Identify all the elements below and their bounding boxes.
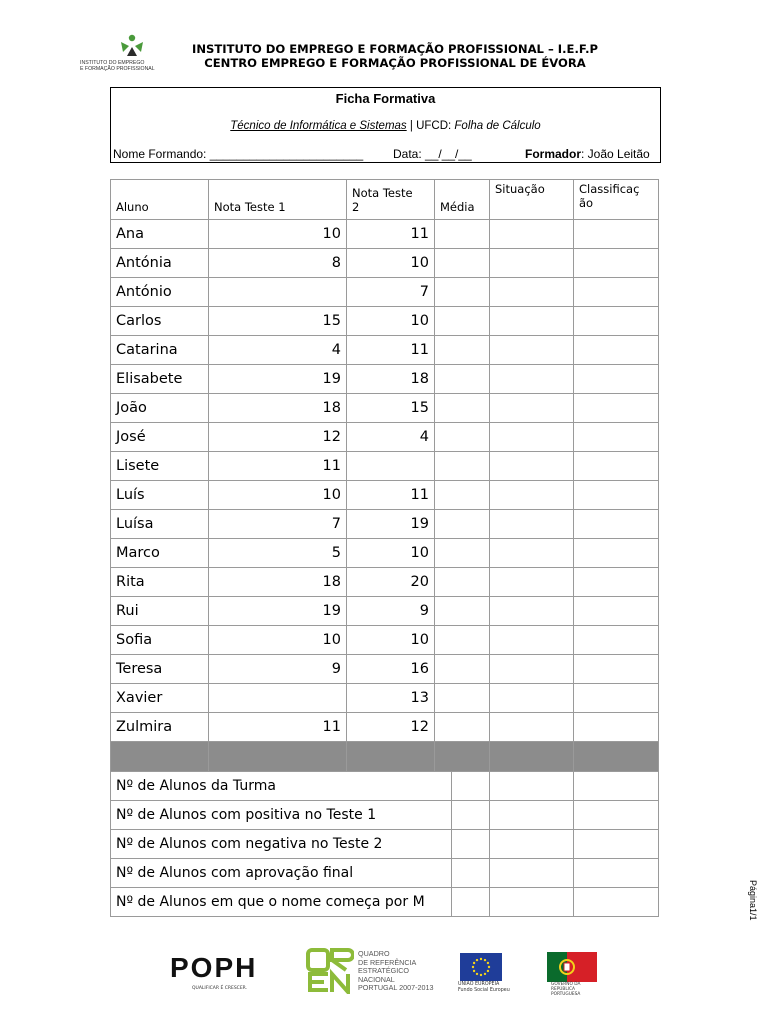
grade-test2[interactable]: 19 [347,510,435,539]
portugal-logo [547,948,597,997]
summary-value[interactable] [490,801,574,830]
average-cell[interactable] [435,336,490,365]
header-classif-b: ão [579,196,594,210]
grade-test1[interactable] [209,684,347,713]
grade-test1[interactable]: 18 [209,394,347,423]
average-cell[interactable] [435,684,490,713]
status-cell[interactable] [490,713,574,742]
student-name[interactable]: José [111,423,209,452]
average-cell[interactable] [435,510,490,539]
table-header-row [111,180,659,220]
table-row [111,713,659,742]
student-name[interactable]: Carlos [111,307,209,336]
logo-caption-line1: INSTITUTO DO EMPREGO [80,60,145,66]
qren-line: NACIONAL [358,974,395,984]
student-name-field[interactable]: Nome Formando: _______________________ [113,147,364,161]
grade-test2[interactable]: 11 [347,336,435,365]
student-name[interactable]: Rui [111,597,209,626]
classification-cell[interactable] [574,713,659,742]
grade-test2[interactable]: 18 [347,365,435,394]
summary-divider [451,887,452,917]
classification-cell[interactable] [574,481,659,510]
average-cell[interactable] [435,278,490,307]
status-cell[interactable] [490,336,574,365]
average-cell[interactable] [435,713,490,742]
grade-test2[interactable]: 20 [347,568,435,597]
separator-row [111,742,659,772]
table-row [111,684,659,713]
grade-test1[interactable] [209,278,347,307]
status-cell[interactable] [490,510,574,539]
student-name[interactable]: Xavier [111,684,209,713]
average-cell[interactable] [435,249,490,278]
header-teste2-b: 2 [352,200,360,214]
pt-line: GOVERNO DA REPÚBLICA [551,982,581,992]
classification-cell[interactable] [574,568,659,597]
table-row [111,655,659,684]
status-cell[interactable] [490,249,574,278]
qren-line: PORTUGAL 2007-2013 [358,983,434,992]
eu-star-icon [480,958,482,960]
student-name[interactable]: João [111,394,209,423]
institute-title [175,42,615,70]
pt-line: PORTUGUESA [551,992,581,997]
student-name[interactable]: Zulmira [111,713,209,742]
ufcd-label: | UFCD: [406,120,455,132]
grade-test2[interactable]: 11 [347,481,435,510]
status-cell[interactable] [490,539,574,568]
status-cell[interactable] [490,423,574,452]
average-cell[interactable] [435,423,490,452]
trainer-value: : João Leitão [581,147,650,161]
summary-value[interactable] [490,772,574,801]
eu-line: Fundo Social Europeu [458,987,510,993]
institute-title-line1: INSTITUTO DO EMPREGO E FORMAÇÃO PROFISSIONAL – I.E.F.P [192,42,598,56]
summary-extra[interactable] [574,772,659,801]
poph-logo [170,948,280,994]
separator-cell [111,742,209,772]
status-cell[interactable] [490,394,574,423]
status-cell[interactable] [490,307,574,336]
status-cell[interactable] [490,481,574,510]
grade-test1[interactable]: 4 [209,336,347,365]
status-cell[interactable] [490,626,574,655]
eu-star-icon [476,959,478,961]
summary-label: Nº de Alunos com positiva no Teste 1 [111,801,490,830]
grade-test2[interactable]: 10 [347,307,435,336]
summary-divider [451,800,452,830]
qren-caption [358,950,438,993]
eu-flag-icon [460,953,502,981]
date-field[interactable]: Data: __/__/__ [393,147,472,161]
table-row [111,481,659,510]
table-row [111,249,659,278]
iefp-logo [80,34,175,80]
eu-star-icon [484,959,486,961]
status-cell[interactable] [490,597,574,626]
grade-test1[interactable]: 8 [209,249,347,278]
summary-row [111,859,659,888]
table-row [111,307,659,336]
status-cell[interactable] [490,568,574,597]
qren-line: ESTRATÉGICO [358,966,409,975]
course-name: Técnico de Informática e Sistemas [230,120,407,132]
grade-test2[interactable]: 10 [347,249,435,278]
classification-cell[interactable] [574,307,659,336]
trainer-label: Formador [525,147,582,161]
grade-test2[interactable]: 7 [347,278,435,307]
student-name[interactable]: Ana [111,220,209,249]
grade-test1[interactable]: 18 [209,568,347,597]
logo-caption-line2: E FORMAÇÃO PROFISSIONAL [80,66,155,72]
header-aluno: Aluno [111,180,209,220]
table-row [111,452,659,481]
grade-test1[interactable]: 19 [209,365,347,394]
classification-cell[interactable] [574,423,659,452]
average-cell[interactable] [435,597,490,626]
status-cell[interactable] [490,278,574,307]
institute-title-line2: CENTRO EMPREGO E FORMAÇÃO PROFISSIONAL DE ÉVORA [204,56,586,70]
grade-test2[interactable]: 9 [347,597,435,626]
eu-star-icon [476,973,478,975]
student-name[interactable]: Catarina [111,336,209,365]
table-row [111,626,659,655]
course-line [111,120,660,132]
separator-cell [435,742,490,772]
grade-test2[interactable]: 13 [347,684,435,713]
summary-extra[interactable] [574,830,659,859]
grade-test2[interactable]: 16 [347,655,435,684]
average-cell[interactable] [435,539,490,568]
trainer-field [525,147,650,161]
ufcd-value: Folha de Cálculo [454,120,541,132]
table-row [111,278,659,307]
eu-star-icon [484,973,486,975]
grade-test1[interactable]: 19 [209,597,347,626]
table-row [111,394,659,423]
grade-test1[interactable]: 15 [209,307,347,336]
summary-divider [451,858,452,888]
page-number: Página1/1 [748,880,758,921]
classification-cell[interactable] [574,626,659,655]
header-teste1: Nota Teste 1 [209,180,347,220]
grade-test2[interactable] [347,452,435,481]
student-name[interactable]: Teresa [111,655,209,684]
student-name[interactable]: Sofia [111,626,209,655]
table-row [111,568,659,597]
header-teste2-a: Nota Teste [352,186,413,200]
average-cell[interactable] [435,568,490,597]
grade-test1[interactable]: 11 [209,713,347,742]
table-row [111,220,659,249]
grade-test2[interactable]: 15 [347,394,435,423]
poph-wordmark: POPH [170,952,258,983]
summary-label: Nº de Alunos com negativa no Teste 2 [111,830,490,859]
grade-test1[interactable]: 10 [209,220,347,249]
grade-test2[interactable]: 10 [347,626,435,655]
eu-star-icon [473,962,475,964]
classification-cell[interactable] [574,597,659,626]
status-cell[interactable] [490,452,574,481]
student-name[interactable]: Marco [111,539,209,568]
eu-star-icon [473,970,475,972]
summary-value[interactable] [490,830,574,859]
separator-cell [574,742,659,772]
qren-logo [306,948,434,994]
student-name[interactable]: Luísa [111,510,209,539]
eu-logo [458,948,510,994]
status-cell[interactable] [490,365,574,394]
student-name[interactable]: Elisabete [111,365,209,394]
summary-value[interactable] [490,859,574,888]
status-cell[interactable] [490,655,574,684]
summary-row [111,801,659,830]
table-row [111,539,659,568]
header-classificacao [574,180,659,220]
header-media: Média [435,180,490,220]
summary-value[interactable] [490,888,574,917]
summary-row [111,772,659,801]
status-cell[interactable] [490,684,574,713]
classification-cell[interactable] [574,220,659,249]
form-fields-row [113,147,658,161]
separator-cell [347,742,435,772]
separator-cell [209,742,347,772]
eu-line: UNIÃO EUROPEIA [458,982,500,987]
grade-test1[interactable]: 7 [209,510,347,539]
summary-extra[interactable] [574,801,659,830]
table-row [111,597,659,626]
grade-test1[interactable]: 9 [209,655,347,684]
average-cell[interactable] [435,394,490,423]
summary-label: Nº de Alunos com aprovação final [111,859,490,888]
grade-test1[interactable]: 10 [209,481,347,510]
eu-star-icon [487,970,489,972]
form-info-box [110,87,661,163]
classification-cell[interactable] [574,365,659,394]
iefp-emblem-icon [118,34,146,58]
portugal-caption [551,982,601,997]
classification-cell[interactable] [574,452,659,481]
classification-cell[interactable] [574,510,659,539]
student-name[interactable]: Lisete [111,452,209,481]
grade-test1[interactable]: 5 [209,539,347,568]
eu-star-icon [472,966,474,968]
average-cell[interactable] [435,655,490,684]
classification-cell[interactable] [574,336,659,365]
qren-line: DE REFERÊNCIA [358,957,417,967]
separator-cell [490,742,574,772]
poph-tagline: QUALIFICAR É CRESCER. [192,986,248,991]
summary-divider [451,771,452,801]
table-row [111,510,659,539]
grade-test2[interactable]: 11 [347,220,435,249]
eu-star-icon [487,962,489,964]
summary-label: Nº de Alunos da Turma [111,772,490,801]
average-cell[interactable] [435,365,490,394]
summary-extra[interactable] [574,859,659,888]
classification-cell[interactable] [574,655,659,684]
grade-test1[interactable]: 11 [209,452,347,481]
eu-star-icon [488,966,490,968]
grade-test2[interactable]: 12 [347,713,435,742]
grades-table [110,179,659,917]
summary-label: Nº de Alunos em que o nome começa por M [111,888,490,917]
summary-row [111,888,659,917]
grade-test2[interactable]: 10 [347,539,435,568]
qren-mark-icon [306,948,354,994]
eu-caption [458,982,518,993]
student-name[interactable]: Rita [111,568,209,597]
classification-cell[interactable] [574,394,659,423]
status-cell[interactable] [490,220,574,249]
header-classif-a: Classificaç [579,182,640,196]
student-name[interactable]: Antónia [111,249,209,278]
classification-cell[interactable] [574,684,659,713]
table-row [111,365,659,394]
grade-test1[interactable]: 12 [209,423,347,452]
summary-row [111,830,659,859]
portugal-flag-icon [547,952,597,982]
average-cell[interactable] [435,481,490,510]
average-cell[interactable] [435,626,490,655]
form-title: Ficha Formativa [335,91,436,106]
table-row [111,423,659,452]
table-row [111,336,659,365]
eu-star-icon [480,974,482,976]
summary-extra[interactable] [574,888,659,917]
average-cell[interactable] [435,307,490,336]
grade-test2[interactable]: 4 [347,423,435,452]
qren-line: QUADRO [358,949,390,958]
summary-divider [451,829,452,859]
student-name[interactable]: António [111,278,209,307]
classification-cell[interactable] [574,249,659,278]
grade-test1[interactable]: 10 [209,626,347,655]
student-name[interactable]: Luís [111,481,209,510]
classification-cell[interactable] [574,278,659,307]
average-cell[interactable] [435,220,490,249]
header-situacao: Situação [490,180,574,220]
classification-cell[interactable] [574,539,659,568]
average-cell[interactable] [435,452,490,481]
header-teste2 [347,180,435,220]
